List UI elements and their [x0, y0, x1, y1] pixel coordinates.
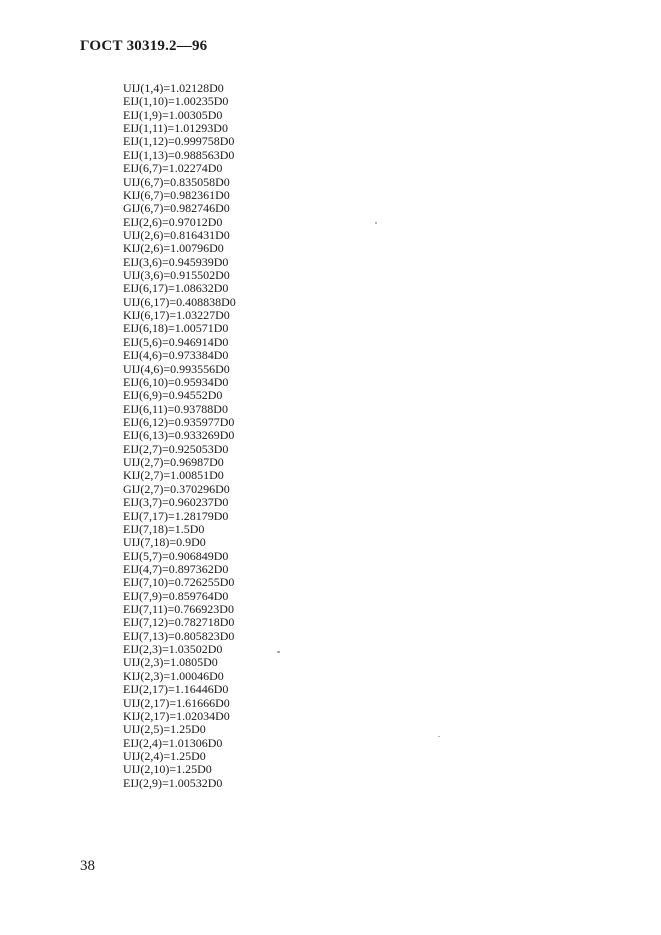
page-header-standard: ГОСТ 30319.2—96 [80, 38, 208, 54]
coefficient-line: EIJ(7,18)=1.5D0 [123, 521, 205, 536]
coefficient-line: EIJ(5,7)=0.906849D0 [123, 548, 229, 563]
coefficient-line: GIJ(6,7)=0.982746D0 [123, 201, 230, 216]
coefficient-line: UIJ(7,18)=0.9D0 [123, 535, 206, 550]
coefficient-line: EIJ(1,12)=0.999758D0 [123, 134, 235, 149]
coefficient-line: EIJ(6,7)=1.02274D0 [123, 161, 223, 176]
coefficient-line: UIJ(2,3)=1.0805D0 [123, 655, 218, 670]
coefficient-line: UIJ(2,17)=1.61666D0 [123, 695, 230, 710]
coefficient-line: UIJ(2,5)=1.25D0 [123, 722, 206, 737]
coefficient-line: EIJ(5,6)=0.946914D0 [123, 334, 229, 349]
scan-speck [277, 651, 280, 653]
coefficient-line: EIJ(3,7)=0.960237D0 [123, 495, 229, 510]
coefficient-line: EIJ(7,11)=0.766923D0 [123, 602, 234, 617]
coefficient-line: EIJ(7,12)=0.782718D0 [123, 615, 235, 630]
coefficient-line: UIJ(2,6)=0.816431D0 [123, 227, 230, 242]
coefficient-line: EIJ(6,11)=0.93788D0 [123, 401, 228, 416]
coefficient-line: KIJ(2,6)=1.00796D0 [123, 241, 224, 256]
coefficient-line: EIJ(2,7)=0.925053D0 [123, 441, 229, 456]
scan-speck [438, 736, 440, 737]
coefficient-line: EIJ(6,10)=0.95934D0 [123, 374, 229, 389]
coefficient-line: UIJ(6,7)=0.835058D0 [123, 174, 230, 189]
coefficient-line: EIJ(2,9)=1.00532D0 [123, 775, 223, 790]
coefficient-line: EIJ(7,13)=0.805823D0 [123, 628, 235, 643]
scan-speck [375, 222, 377, 224]
coefficient-line: UIJ(2,10)=1.25D0 [123, 762, 212, 777]
coefficient-line: KIJ(2,17)=1.02034D0 [123, 708, 230, 723]
coefficient-line: UIJ(1,4)=1.02128D0 [123, 81, 224, 95]
coefficient-list [123, 82, 236, 790]
coefficient-line: EIJ(3,6)=0.945939D0 [123, 254, 229, 269]
coefficient-line: UIJ(6,17)=0.408838D0 [123, 294, 236, 309]
coefficient-line: EIJ(2,17)=1.16446D0 [123, 682, 229, 697]
coefficient-line: UIJ(4,6)=0.993556D0 [123, 361, 230, 376]
coefficient-line: KIJ(2,7)=1.00851D0 [123, 468, 224, 483]
coefficient-line: EIJ(6,9)=0.94552D0 [123, 388, 223, 403]
coefficient-line: EIJ(1,13)=0.988563D0 [123, 147, 235, 162]
coefficient-line: KIJ(2,3)=1.00046D0 [123, 668, 224, 683]
coefficient-line: EIJ(7,9)=0.859764D0 [123, 588, 229, 603]
coefficient-line: GIJ(2,7)=0.370296D0 [123, 481, 230, 496]
coefficient-line: EIJ(6,18)=1.00571D0 [123, 321, 229, 336]
coefficient-line: EIJ(2,6)=0.97012D0 [123, 214, 223, 229]
coefficient-line: UIJ(2,7)=0.96987D0 [123, 455, 224, 470]
coefficient-line: EIJ(7,10)=0.726255D0 [123, 575, 235, 590]
coefficient-line: EIJ(1,10)=1.00235D0 [123, 94, 229, 109]
coefficient-line: EIJ(1,11)=1.01293D0 [123, 121, 228, 136]
coefficient-line: EIJ(6,12)=0.935977D0 [123, 414, 235, 429]
coefficient-line: EIJ(4,6)=0.973384D0 [123, 348, 229, 363]
coefficient-line: EIJ(2,3)=1.03502D0 [123, 642, 223, 657]
coefficient-line: EIJ(7,17)=1.28179D0 [123, 508, 229, 523]
coefficient-line: EIJ(6,17)=1.08632D0 [123, 281, 229, 296]
coefficient-line: UIJ(2,4)=1.25D0 [123, 748, 206, 763]
coefficient-line: EIJ(1,9)=1.00305D0 [123, 107, 223, 122]
coefficient-line: EIJ(4,7)=0.897362D0 [123, 561, 229, 576]
coefficient-line: EIJ(2,4)=1.01306D0 [123, 735, 223, 750]
coefficient-line: KIJ(6,17)=1.03227D0 [123, 308, 230, 323]
page-number: 38 [80, 858, 95, 874]
coefficient-line: EIJ(6,13)=0.933269D0 [123, 428, 235, 443]
coefficient-line: UIJ(3,6)=0.915502D0 [123, 268, 230, 283]
coefficient-line: KIJ(6,7)=0.982361D0 [123, 187, 230, 202]
